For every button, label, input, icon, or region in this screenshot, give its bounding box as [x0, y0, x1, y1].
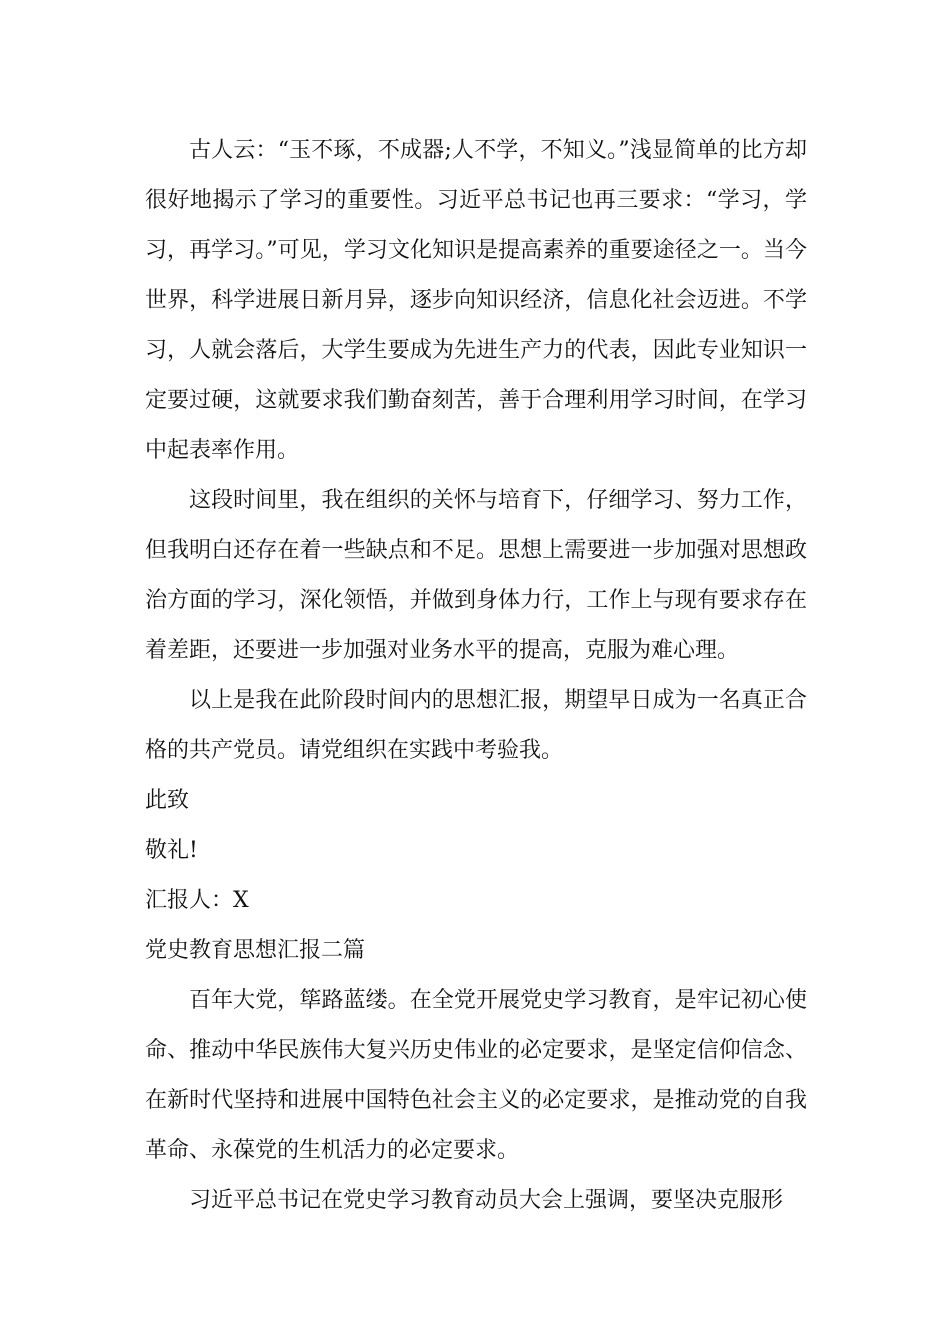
reporter-line: 汇报人：X [145, 888, 249, 913]
paragraph-shortcomings: 这段时间里，我在组织的关怀与培育下，仔细学习、努力工作，但我明白还存在着一些缺点和不足。思想上需要进一步加强对思想政治方面的学习，深化领悟，并做到身体力行，工作上与现有要求存在着差距，还要进一步加强对业务水平的提高，克服为难心理。 [145, 488, 807, 663]
paragraph-centennial-party: 百年大党，筚路蓝缕。在全党开展党史学习教育，是牢记初心使命、推动中华民族伟大复兴历史伟业的必定要求，是坚定信仰信念、在新时代坚持和进展中国特色社会主义的必定要求，是推动党的自我革命、永葆党的生机活力的必定要求。 [145, 988, 807, 1163]
document-body [145, 126, 807, 1226]
salute-line: 敬礼! [145, 838, 198, 863]
closing-line: 此致 [145, 788, 190, 813]
paragraph-study-importance: 古人云：“玉不琢，不成器;人不学，不知义。”浅显简单的比方却很好地揭示了学习的重要性。习近平总书记也再三要求：“学习，学习，再学习。”可见，学习文化知识是提高素养的重要途径之一。当今世界，科学进展日新月异，逐步向知识经济，信息化社会迈进。不学习，人就会落后，大学生要成为先进生产力的代表，因此专业知识一定要过硬，这就要求我们勤奋刻苦，善于合理利用学习时间，在学习中起表率作用。 [145, 138, 807, 463]
paragraph-conclusion: 以上是我在此阶段时间内的思想汇报，期望早日成为一名真正合格的共产党员。请党组织在实践中考验我。 [145, 688, 807, 763]
paragraph-mobilization-speech: 习近平总书记在党史学习教育动员大会上强调，要坚决克服形 [189, 1188, 784, 1213]
section-title: 党史教育思想汇报二篇 [145, 938, 366, 963]
